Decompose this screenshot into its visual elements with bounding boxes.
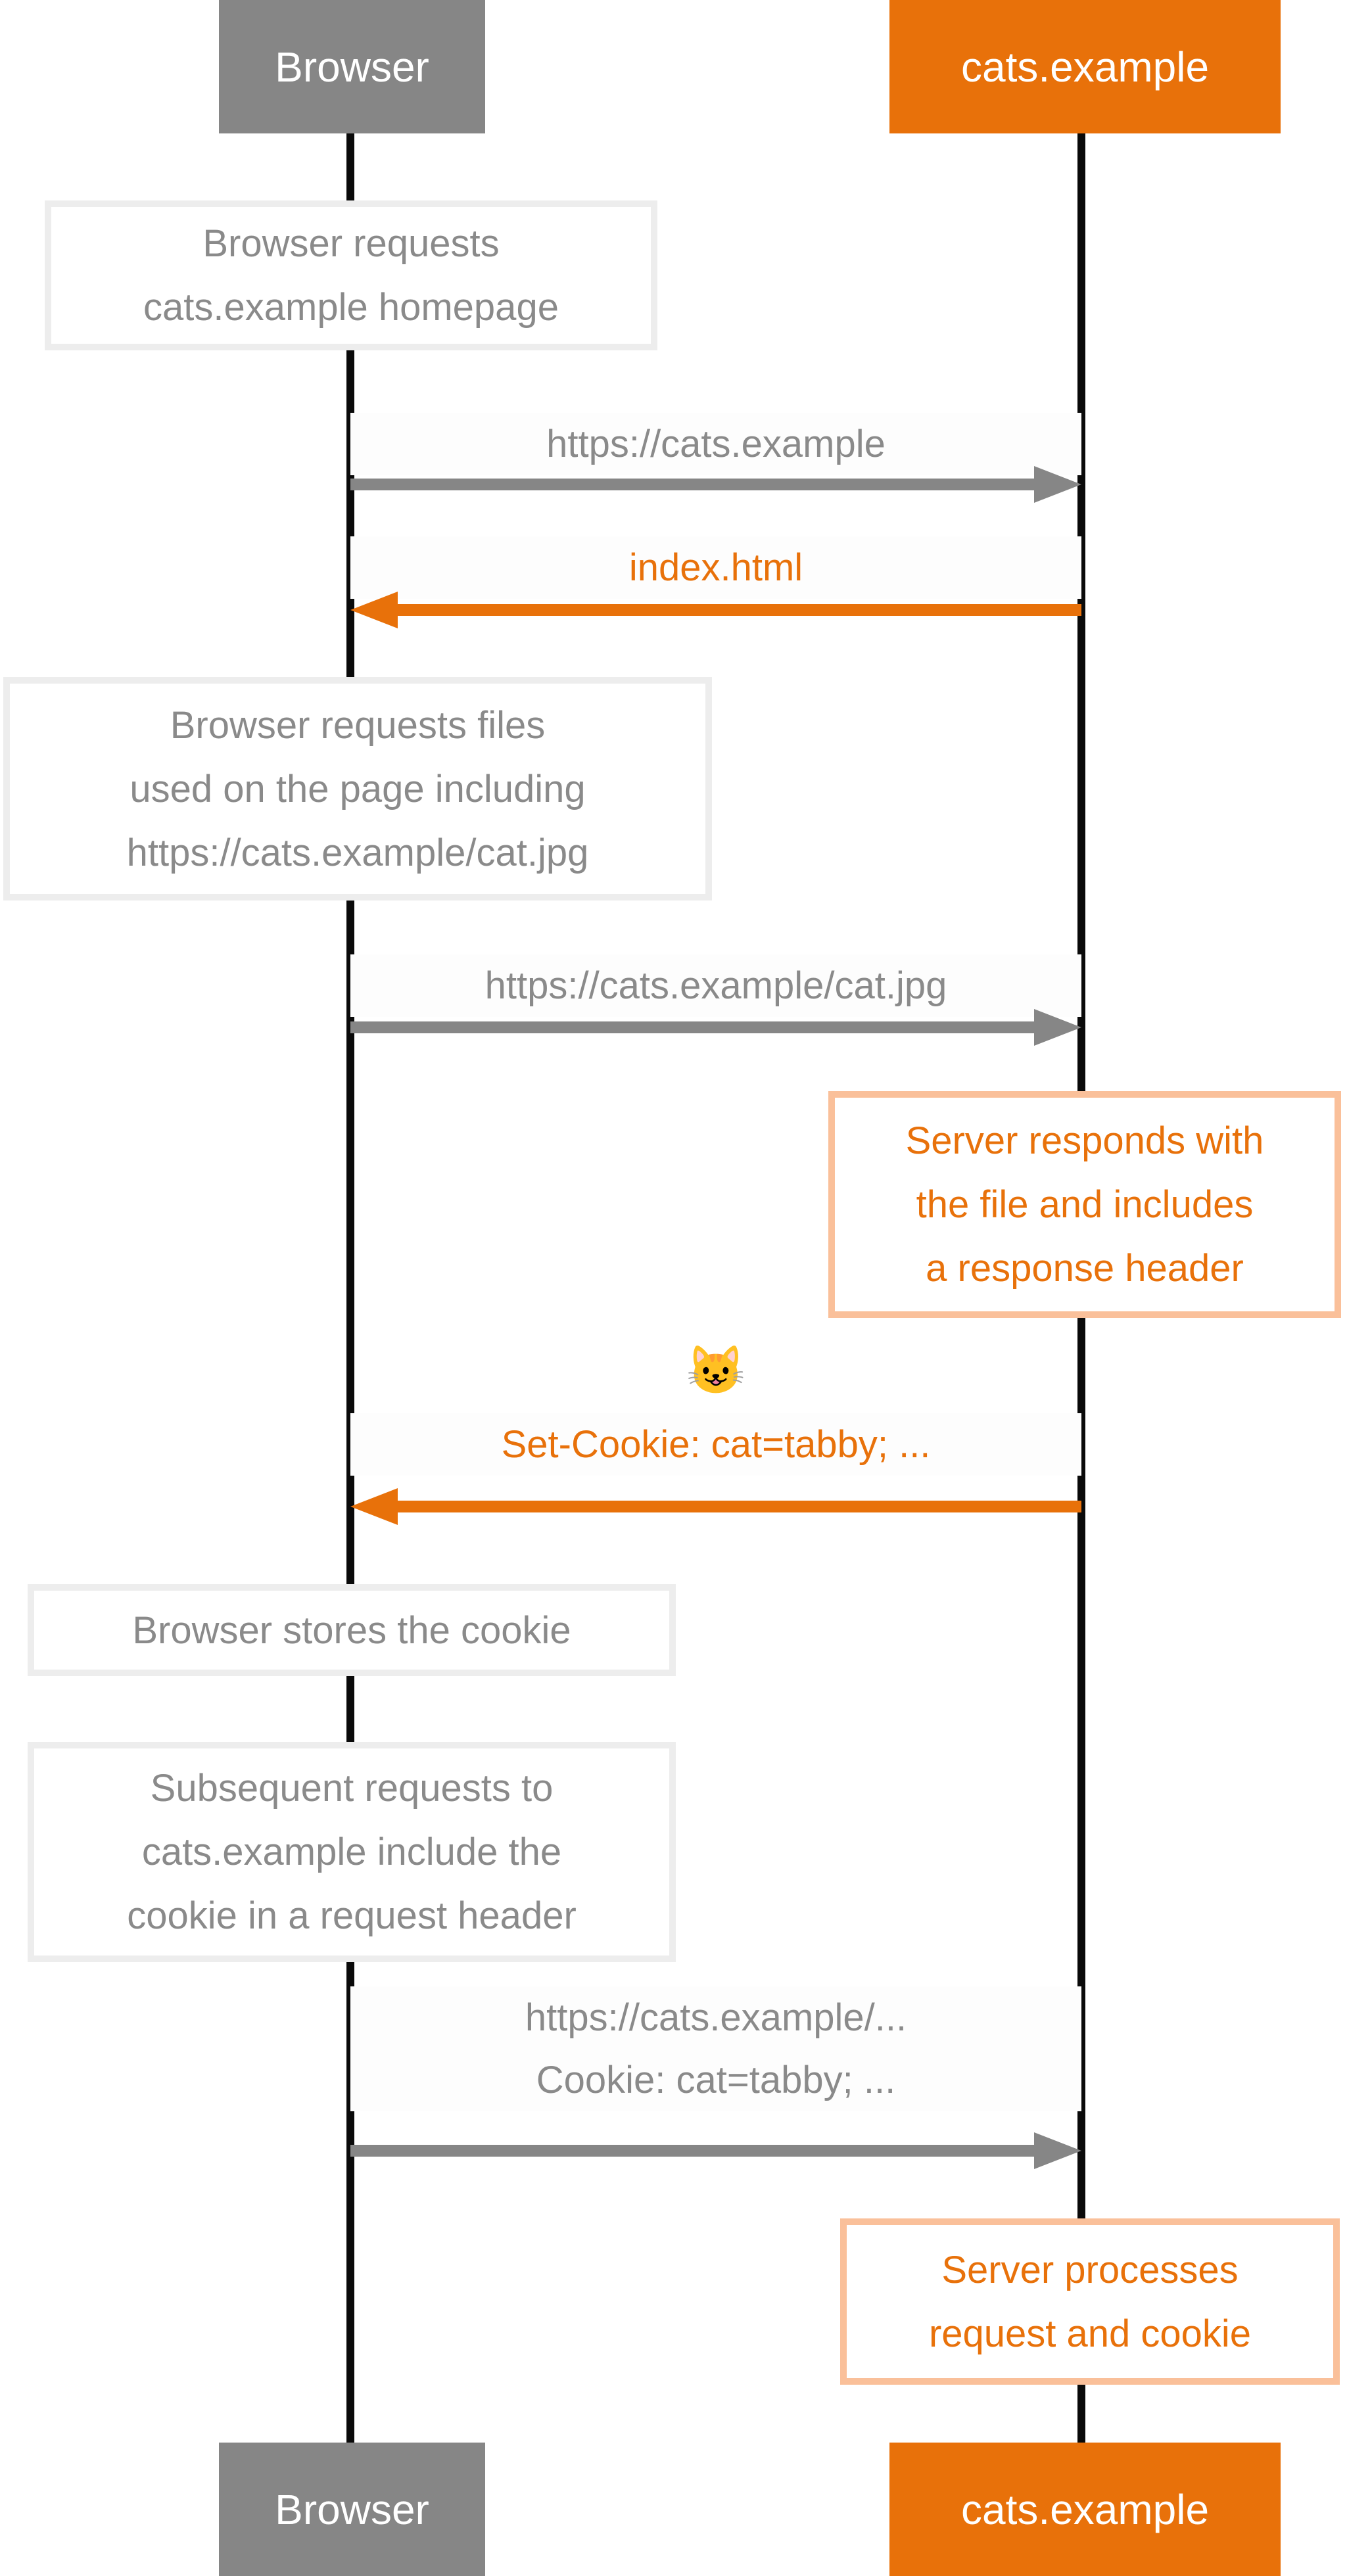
arrow-head-left-icon	[350, 1488, 398, 1525]
note-server-responds-header	[828, 1091, 1341, 1318]
note-line: Subsequent requests to	[150, 1767, 554, 1810]
arrow-shaft	[350, 1021, 1041, 1033]
actor-browser-top: Browser	[219, 0, 485, 133]
request-arrow-homepage	[350, 466, 1081, 503]
actor-server-top: cats.example	[889, 0, 1281, 133]
arrow-shaft	[391, 1501, 1081, 1512]
note-browser-requests-homepage	[45, 200, 657, 350]
message-line: https://cats.example/...	[525, 1996, 907, 2039]
message-label-request-with-cookie	[350, 1986, 1081, 2111]
response-arrow-index-html	[350, 592, 1081, 628]
note-line: Browser requests files	[170, 703, 546, 747]
actor-server-bottom: cats.example	[889, 2443, 1281, 2576]
request-arrow-with-cookie	[350, 2132, 1081, 2169]
note-line: Browser requests	[202, 222, 500, 265]
arrow-head-right-icon	[1034, 1009, 1081, 1046]
note-browser-stores-cookie	[28, 1584, 676, 1676]
message-line: Cookie: cat=tabby; ...	[536, 2059, 896, 2101]
actor-browser-bottom: Browser	[219, 2443, 485, 2576]
message-label-homepage-request: https://cats.example	[350, 413, 1081, 475]
cat-emoji-icon: 😺	[686, 1344, 745, 1397]
note-line: the file and includes	[916, 1183, 1254, 1226]
note-line: cookie in a request header	[127, 1894, 577, 1937]
arrow-head-right-icon	[1034, 466, 1081, 503]
arrow-head-right-icon	[1034, 2132, 1081, 2169]
note-subsequent-requests	[28, 1742, 676, 1962]
arrow-head-left-icon	[350, 592, 398, 628]
note-line: request and cookie	[928, 2312, 1252, 2355]
note-line: Server responds with	[905, 1119, 1264, 1162]
arrow-shaft	[350, 479, 1041, 490]
message-label-set-cookie: Set-Cookie: cat=tabby; ...	[350, 1413, 1081, 1476]
note-line: cats.example homepage	[143, 286, 559, 329]
arrow-shaft	[391, 604, 1081, 616]
note-line: a response header	[926, 1247, 1244, 1290]
note-server-processes-cookie	[840, 2218, 1340, 2385]
message-label-index-html: index.html	[350, 536, 1081, 599]
note-line: Server processes	[941, 2248, 1239, 2291]
message-label-cat-jpg-request: https://cats.example/cat.jpg	[350, 954, 1081, 1017]
note-line: https://cats.example/cat.jpg	[126, 831, 589, 874]
note-line: cats.example include the	[141, 1831, 562, 1873]
arrow-shaft	[350, 2145, 1041, 2157]
note-line: used on the page including	[130, 767, 586, 810]
response-arrow-set-cookie	[350, 1488, 1081, 1525]
note-line: Browser stores the cookie	[132, 1608, 571, 1652]
note-browser-requests-files	[3, 677, 712, 901]
request-arrow-cat-jpg	[350, 1009, 1081, 1046]
